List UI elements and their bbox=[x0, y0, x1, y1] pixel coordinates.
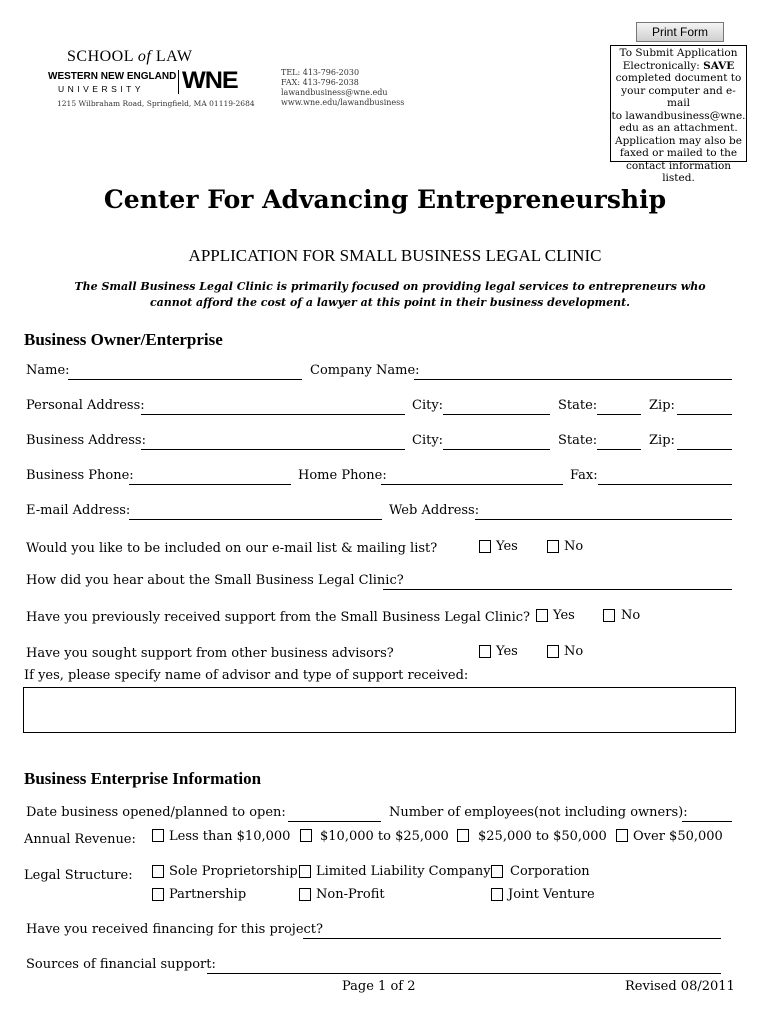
personal-state-field[interactable] bbox=[597, 400, 641, 415]
business-zip-label: Zip: bbox=[649, 433, 675, 448]
other-advisors-yes-label: Yes bbox=[496, 644, 518, 659]
joint-venture-checkbox[interactable] bbox=[491, 888, 503, 901]
intro-line: cannot afford the cost of a lawyer at this point in their business development. bbox=[149, 296, 631, 309]
submit-note-line: your computer and e-mail bbox=[621, 84, 736, 109]
submit-note-line: edu as an attachment. bbox=[619, 122, 738, 134]
revenue-less-10k-label: Less than $10,000 bbox=[169, 829, 291, 844]
print-form-label: Print Form bbox=[651, 25, 708, 39]
company-name-field[interactable] bbox=[414, 365, 732, 380]
llc-checkbox[interactable] bbox=[299, 865, 311, 878]
partnership-checkbox[interactable] bbox=[152, 888, 164, 901]
business-address-label: Business Address: bbox=[26, 433, 146, 448]
date-opened-field[interactable] bbox=[288, 807, 381, 822]
section-business-owner: Business Owner/Enterprise bbox=[24, 330, 223, 349]
page-number: Page 1 of 2 bbox=[342, 979, 416, 994]
financial-sources-field[interactable] bbox=[207, 959, 721, 974]
legal-structure-label: Legal Structure: bbox=[24, 868, 133, 883]
mailing-list-no-label: No bbox=[564, 539, 584, 554]
revenue-less-10k-checkbox[interactable] bbox=[152, 829, 164, 842]
advisor-details-textarea[interactable] bbox=[23, 687, 736, 733]
school-of-law-text: SCHOOL of LAW bbox=[67, 48, 193, 65]
how-heard-field[interactable] bbox=[383, 575, 732, 590]
submit-note-line: faxed or mailed to the bbox=[619, 147, 738, 159]
other-advisors-yes-checkbox[interactable] bbox=[479, 645, 491, 658]
logo-divider bbox=[178, 70, 179, 94]
corporation-checkbox[interactable] bbox=[491, 865, 503, 878]
how-heard-question: How did you hear about the Small Business Legal Clinic? bbox=[26, 573, 404, 588]
intro-line: The Small Business Legal Clinic is primarily focused on providing legal services to entrepreneurs who bbox=[74, 280, 706, 293]
page-title: Center For Advancing Entrepreneurship bbox=[103, 185, 667, 214]
revenue-10k-25k-label: $10,000 to $25,000 bbox=[320, 829, 449, 844]
fax-label: Fax: bbox=[570, 468, 598, 483]
non-profit-label: Non-Profit bbox=[316, 887, 385, 902]
partnership-label: Partnership bbox=[169, 887, 247, 902]
date-opened-label: Date business opened/planned to open: bbox=[26, 805, 286, 820]
business-state-field[interactable] bbox=[597, 435, 641, 450]
mailing-list-yes-label: Yes bbox=[496, 539, 518, 554]
personal-state-label: State: bbox=[558, 398, 598, 413]
other-advisors-no-label: No bbox=[564, 644, 584, 659]
home-phone-label: Home Phone: bbox=[298, 468, 387, 483]
personal-city-field[interactable] bbox=[443, 400, 550, 415]
logo-address: 1215 Wilbraham Road, Springfield, MA 01119-2684 bbox=[57, 99, 255, 108]
submit-note-line: To Submit Application bbox=[619, 47, 738, 59]
business-phone-label: Business Phone: bbox=[26, 468, 134, 483]
employees-field[interactable] bbox=[682, 807, 732, 822]
company-name-label: Company Name: bbox=[310, 363, 420, 378]
school-of-law-logo bbox=[48, 48, 280, 110]
business-address-field[interactable] bbox=[141, 435, 405, 450]
joint-venture-label: Joint Venture bbox=[508, 887, 595, 902]
business-city-label: City: bbox=[412, 433, 444, 448]
contact-info bbox=[281, 68, 404, 108]
sole-proprietorship-checkbox[interactable] bbox=[152, 865, 164, 878]
financial-sources-label: Sources of financial support: bbox=[26, 957, 216, 972]
submit-note-line: to lawandbusiness@wne. bbox=[611, 109, 746, 122]
submit-note-line: contact information listed. bbox=[625, 159, 732, 184]
web-address-field[interactable] bbox=[475, 505, 732, 520]
personal-address-field[interactable] bbox=[141, 400, 405, 415]
mailing-list-no-checkbox[interactable] bbox=[547, 540, 559, 553]
business-state-label: State: bbox=[558, 433, 598, 448]
previous-support-no-checkbox[interactable] bbox=[603, 609, 615, 622]
wne-mark: WNE bbox=[182, 67, 238, 94]
print-form-button[interactable] bbox=[636, 22, 724, 42]
revision-date: Revised 08/2011 bbox=[625, 979, 735, 994]
web-address-label: Web Address: bbox=[389, 503, 480, 518]
contact-email: lawandbusiness@wne.edu bbox=[281, 88, 388, 97]
contact-web: www.wne.edu/lawandbusiness bbox=[281, 98, 405, 107]
revenue-over-50k-checkbox[interactable] bbox=[616, 829, 628, 842]
business-zip-field[interactable] bbox=[677, 435, 732, 450]
revenue-over-50k-label: Over $50,000 bbox=[633, 829, 723, 844]
revenue-10k-25k-checkbox[interactable] bbox=[300, 829, 312, 842]
corporation-label: Corporation bbox=[510, 864, 590, 879]
submit-note-line: Application may also be bbox=[615, 134, 742, 147]
financing-question: Have you received financing for this project? bbox=[26, 922, 324, 937]
email-address-label: E-mail Address: bbox=[26, 503, 131, 518]
email-address-field[interactable] bbox=[129, 505, 382, 520]
mailing-list-question: Would you like to be included on our e-mail list & mailing list? bbox=[26, 541, 438, 556]
personal-city-label: City: bbox=[412, 398, 444, 413]
previous-support-yes-label: Yes bbox=[553, 608, 575, 623]
section-business-enterprise: Business Enterprise Information bbox=[24, 769, 262, 788]
annual-revenue-label: Annual Revenue: bbox=[24, 832, 136, 847]
non-profit-checkbox[interactable] bbox=[299, 888, 311, 901]
advisor-specify-label: If yes, please specify name of advisor and type of support received: bbox=[24, 668, 469, 683]
fax-field[interactable] bbox=[598, 470, 732, 485]
personal-zip-label: Zip: bbox=[649, 398, 675, 413]
employees-label: Number of employees(not including owners): bbox=[389, 805, 688, 820]
mailing-list-yes-checkbox[interactable] bbox=[479, 540, 491, 553]
submit-note-line: completed document to bbox=[615, 72, 742, 84]
contact-fax: FAX: 413-796-2038 bbox=[281, 78, 359, 87]
other-advisors-question: Have you sought support from other business advisors? bbox=[26, 646, 394, 661]
previous-support-question: Have you previously received support from the Small Business Legal Clinic? bbox=[26, 610, 530, 625]
other-advisors-no-checkbox[interactable] bbox=[547, 645, 559, 658]
previous-support-yes-checkbox[interactable] bbox=[536, 609, 548, 622]
personal-zip-field[interactable] bbox=[677, 400, 732, 415]
llc-label: Limited Liability Company bbox=[316, 864, 491, 879]
business-city-field[interactable] bbox=[443, 435, 550, 450]
contact-tel: TEL: 413-796-2030 bbox=[281, 68, 360, 77]
name-field[interactable] bbox=[68, 365, 302, 380]
intro-text bbox=[20, 279, 760, 311]
form-subtitle: APPLICATION FOR SMALL BUSINESS LEGAL CLINIC bbox=[188, 246, 602, 265]
submit-note-line: Electronically: SAVE bbox=[622, 59, 735, 72]
business-phone-field[interactable] bbox=[129, 470, 291, 485]
name-label: Name: bbox=[26, 363, 70, 378]
university-text: UNIVERSITY bbox=[58, 84, 145, 94]
wne-name-text: WESTERN NEW ENGLAND bbox=[48, 71, 177, 82]
personal-address-label: Personal Address: bbox=[26, 398, 145, 413]
revenue-25k-50k-label: $25,000 to $50,000 bbox=[478, 829, 607, 844]
previous-support-no-label: No bbox=[621, 608, 641, 623]
submit-note-box bbox=[610, 45, 747, 184]
sole-proprietorship-label: Sole Proprietorship bbox=[169, 864, 298, 879]
revenue-25k-50k-checkbox[interactable] bbox=[457, 829, 469, 842]
home-phone-field[interactable] bbox=[381, 470, 563, 485]
financing-field[interactable] bbox=[303, 924, 721, 939]
save-emphasis: SAVE bbox=[703, 59, 735, 72]
